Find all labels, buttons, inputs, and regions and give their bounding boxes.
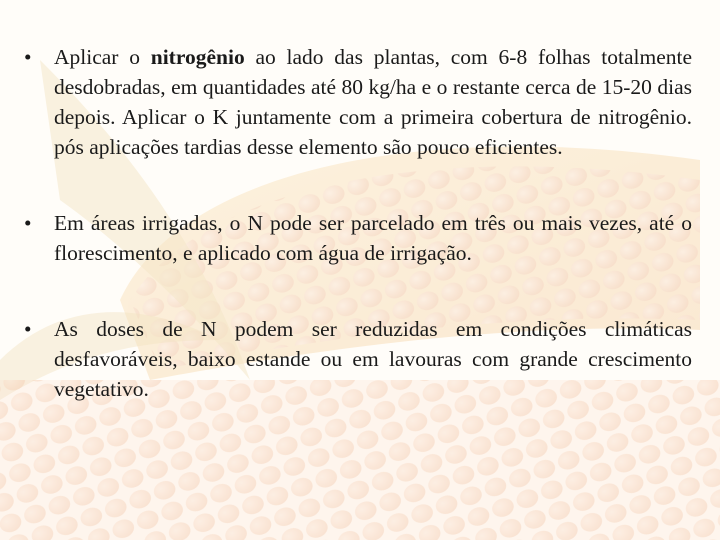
slide-content [22,42,692,404]
text-run: Aplicar o [54,45,151,69]
bold-term: nitrogênio [150,45,245,69]
bullet-item [22,208,692,268]
bullet-text [54,211,692,265]
text-run: Em áreas irrigadas, o N pode ser parcelado em três ou mais vezes, até o florescimento, e aplicado com água de irrigação. [54,211,692,265]
bullet-glyph: • [24,45,32,69]
bullet-item [22,42,692,162]
text-run: ao lado das plantas, com 6-8 folhas totalmente desdobradas, em quantidades até 80 kg/ha e o restante cerca de 15-20 dias depois. Aplicar o K juntamente com a primeira cobertura de nitrogênio. pós aplicações tardias desse elemento são pouco eficientes. [54,45,693,159]
bullet-glyph: • [24,211,32,235]
bullet-item [22,314,692,404]
text-run: As doses de N podem ser reduzidas em condições climáticas desfavoráveis, baixo estande ou em lavouras com grande crescimento vegetativo. [54,317,692,401]
bullet-glyph: • [24,317,32,341]
bullet-text [54,317,692,401]
bullet-text [54,45,692,159]
